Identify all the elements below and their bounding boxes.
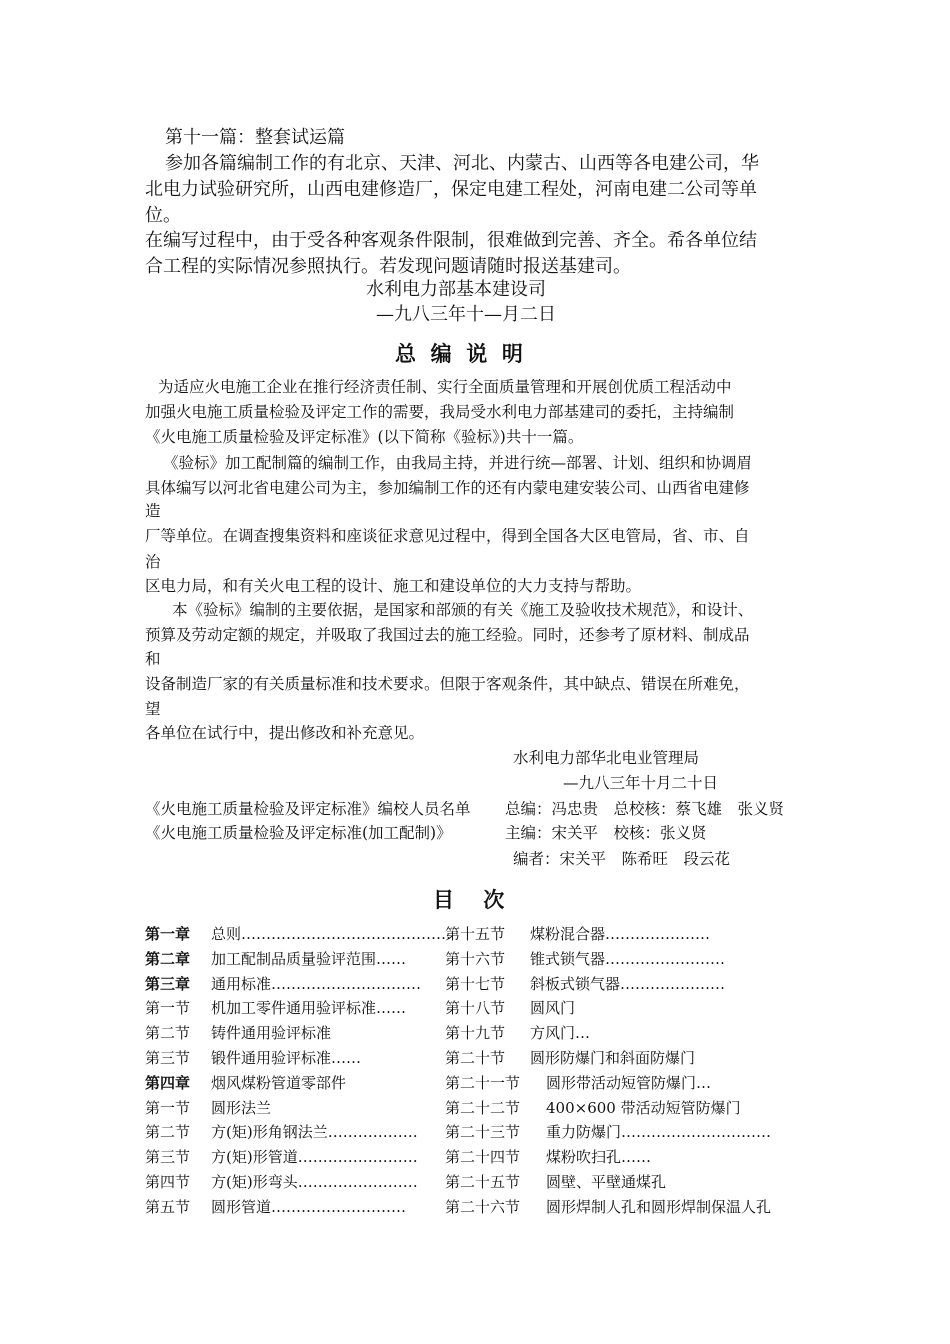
toc-entry-number[interactable]: 第一节 <box>145 1098 191 1117</box>
staff-editors: 主编：宋关平 校核：张义贤 <box>505 824 707 842</box>
toc-entry-title[interactable]: 煤粉混合器………………… <box>530 925 711 943</box>
summary-line: 本《验标》编制的主要依据，是国家和部颁的有关《施工及验收技术规范》，和设计、 <box>172 601 754 619</box>
toc-entry-number[interactable]: 第三章 <box>145 974 191 993</box>
toc-entry-title[interactable]: 圆形防爆门和斜面防爆门 <box>530 1049 696 1067</box>
summary-line: 设备制造厂家的有关质量标准和技术要求。但限于客观条件，其中缺点、错误在所难免， <box>145 675 750 693</box>
summary-line: 加强火电施工质量检验及评定工作的需要，我局受水利电力部基建司的委托，主持编制 <box>145 403 735 421</box>
toc-entry-number[interactable]: 第十八节 <box>445 999 506 1018</box>
toc-entry-number[interactable]: 第三节 <box>145 1148 191 1167</box>
toc-entry-title[interactable]: 总则…………………………………… <box>211 925 452 943</box>
toc-row <box>145 922 825 947</box>
toc-entry-number[interactable]: 第二十二节 <box>445 1098 521 1117</box>
summary-line: 造 <box>145 502 161 520</box>
toc-entry-title[interactable]: 圆形管道……………………… <box>211 1197 407 1216</box>
staff-chief-editors: 总编：冯忠贵 总校核：蔡飞雄 张义贤 <box>505 800 785 818</box>
toc-entry-number[interactable]: 第四节 <box>145 1173 191 1191</box>
toc-row <box>145 1071 825 1096</box>
toc-entry-number[interactable]: 第一节 <box>145 999 191 1018</box>
intro-para-line: 位。 <box>145 205 181 226</box>
toc-entry-title[interactable]: 机加工零件通用验评标准…… <box>211 999 407 1018</box>
toc-entry-number[interactable]: 第十七节 <box>445 974 506 993</box>
toc-entry-title[interactable]: 方风门… <box>530 1024 591 1043</box>
toc-entry-number[interactable]: 第二节 <box>145 1024 191 1043</box>
toc-row <box>145 972 825 997</box>
toc-entry-number[interactable]: 第二章 <box>145 949 191 968</box>
summary-line: 区电力局，和有关火电工程的设计、施工和建设单位的大力支持与帮助。 <box>145 577 642 595</box>
toc-entry-title[interactable]: 锻件通用验评标准…… <box>211 1049 362 1067</box>
toc-entry-number[interactable]: 第一章 <box>145 925 191 943</box>
summary-line: 《火电施工质量检验及评定标准》(以下简称《验标》)共十一篇。 <box>145 428 584 446</box>
staff-writers: 编者：宋关平 陈希旺 段云花 <box>513 850 731 868</box>
toc-entry-title[interactable]: 方(矩)形管道…………………… <box>211 1148 418 1167</box>
toc-row <box>145 1195 825 1220</box>
toc-entry-number[interactable]: 第二十一节 <box>445 1073 521 1092</box>
intro-heading: 第十一篇：整套试运篇 <box>165 127 345 148</box>
toc-entry-number[interactable]: 第二十三节 <box>445 1123 521 1142</box>
summary-line: 《验标》加工配制篇的编制工作，由我局主持，并进行统—部署、计划、组织和协调眉 <box>163 454 753 472</box>
toc-entry-title[interactable]: 圆形法兰 <box>211 1098 272 1117</box>
summary-line: 和 <box>145 650 161 668</box>
toc-row <box>145 947 825 972</box>
toc-entry-title[interactable]: 圆风门 <box>530 999 576 1018</box>
toc-entry-title[interactable]: 加工配制品质量验评范围…… <box>211 949 407 968</box>
toc-entry-title[interactable]: 圆形带活动短管防爆门… <box>546 1073 712 1092</box>
summary-line: 为适应火电施工企业在推行经济责任制、实行全面质量管理和开展创优质工程活动中 <box>158 378 732 396</box>
summary-line: 具体编写以河北省电建公司为主，参加编制工作的还有内蒙电建安装公司、山西省电建修 <box>145 479 750 497</box>
summary-date: —九八三年十月二十日 <box>563 774 719 792</box>
toc-entry-number[interactable]: 第二十节 <box>445 1049 506 1067</box>
toc-row <box>145 996 825 1021</box>
toc-entry-number[interactable]: 第十五节 <box>445 925 506 943</box>
intro-date: —九八三年十—月二日 <box>376 304 556 325</box>
summary-line: 各单位在试行中，提出修改和补充意见。 <box>145 724 425 742</box>
toc-entry-title[interactable]: 圆壁、平壁通煤孔 <box>546 1173 667 1191</box>
toc-row <box>145 1145 825 1170</box>
intro-para-line: 在编写过程中，由于受各种客观条件限制，很难做到完善、齐全。希各单位结 <box>145 230 757 251</box>
toc-entry-title[interactable]: 斜板式锁气器………………… <box>530 974 726 993</box>
toc-entry-number[interactable]: 第三节 <box>145 1049 191 1067</box>
toc-entry-title[interactable]: 400×600 带活动短管防爆门 <box>546 1098 741 1117</box>
toc-entry-title[interactable]: 铸件通用验评标准 <box>211 1024 332 1043</box>
toc-row <box>145 1170 825 1195</box>
toc-entry-title[interactable]: 通用标准………………………… <box>211 974 422 993</box>
toc-entry-number[interactable]: 第十六节 <box>445 949 506 968</box>
summary-org: 水利电力部华北电业管理局 <box>513 749 700 767</box>
toc-entry-number[interactable]: 第二十四节 <box>445 1148 521 1167</box>
toc-title: 目 次 <box>433 887 505 912</box>
intro-org: 水利电力部基本建设司 <box>366 279 546 300</box>
toc-entry-title[interactable]: 锥式锁气器…………………… <box>530 949 726 968</box>
summary-line: 望 <box>145 700 161 718</box>
summary-title: 总 编 说 明 <box>395 341 523 366</box>
toc-entry-number[interactable]: 第十九节 <box>445 1024 506 1043</box>
toc-row <box>145 1046 825 1071</box>
intro-para-line: 北电力试验研究所，山西电建修造厂，保定电建工程处，河南电建二公司等单 <box>145 179 757 200</box>
summary-line: 预算及劳动定额的规定，并吸取了我国过去的施工经验。同时，还参考了原材料、制成品 <box>145 626 750 644</box>
toc-entry-number[interactable]: 第五节 <box>145 1197 191 1216</box>
toc-entry-title[interactable]: 煤粉吹扫孔…… <box>546 1148 652 1167</box>
toc-row <box>145 1021 825 1046</box>
toc-row <box>145 1096 825 1121</box>
toc-entry-number[interactable]: 第二节 <box>145 1123 191 1142</box>
toc-entry-number[interactable]: 第四章 <box>145 1073 191 1092</box>
toc-entry-number[interactable]: 第二十五节 <box>445 1173 521 1191</box>
intro-para-line: 参加各篇编制工作的有北京、天津、河北、内蒙古、山西等各电建公司，华 <box>165 153 759 174</box>
summary-line: 治 <box>145 553 161 571</box>
summary-line: 厂等单位。在调查搜集资料和座谈征求意见过程中，得到全国各大区电管局，省、市、自 <box>145 527 750 545</box>
intro-para-line: 合工程的实际情况参照执行。若发现问题请随时报送基建司。 <box>145 256 631 277</box>
staff-volume-title: 《火电施工质量检验及评定标准(加工配制)》 <box>145 824 452 842</box>
toc-entry-title[interactable]: 圆形焊制人孔和圆形焊制保温人孔 <box>546 1197 772 1216</box>
toc-entry-title[interactable]: 烟风煤粉管道零部件 <box>211 1073 347 1092</box>
toc-entry-title[interactable]: 重力防爆门………………………… <box>546 1123 772 1142</box>
toc-entry-title[interactable]: 方(矩)形角钢法兰……………… <box>211 1123 418 1142</box>
staff-list-title: 《火电施工质量检验及评定标准》编校人员名单 <box>145 800 471 818</box>
toc-entry-number[interactable]: 第二十六节 <box>445 1197 521 1216</box>
toc-entry-title[interactable]: 方(矩)形弯头…………………… <box>211 1173 418 1191</box>
toc-row <box>145 1120 825 1145</box>
